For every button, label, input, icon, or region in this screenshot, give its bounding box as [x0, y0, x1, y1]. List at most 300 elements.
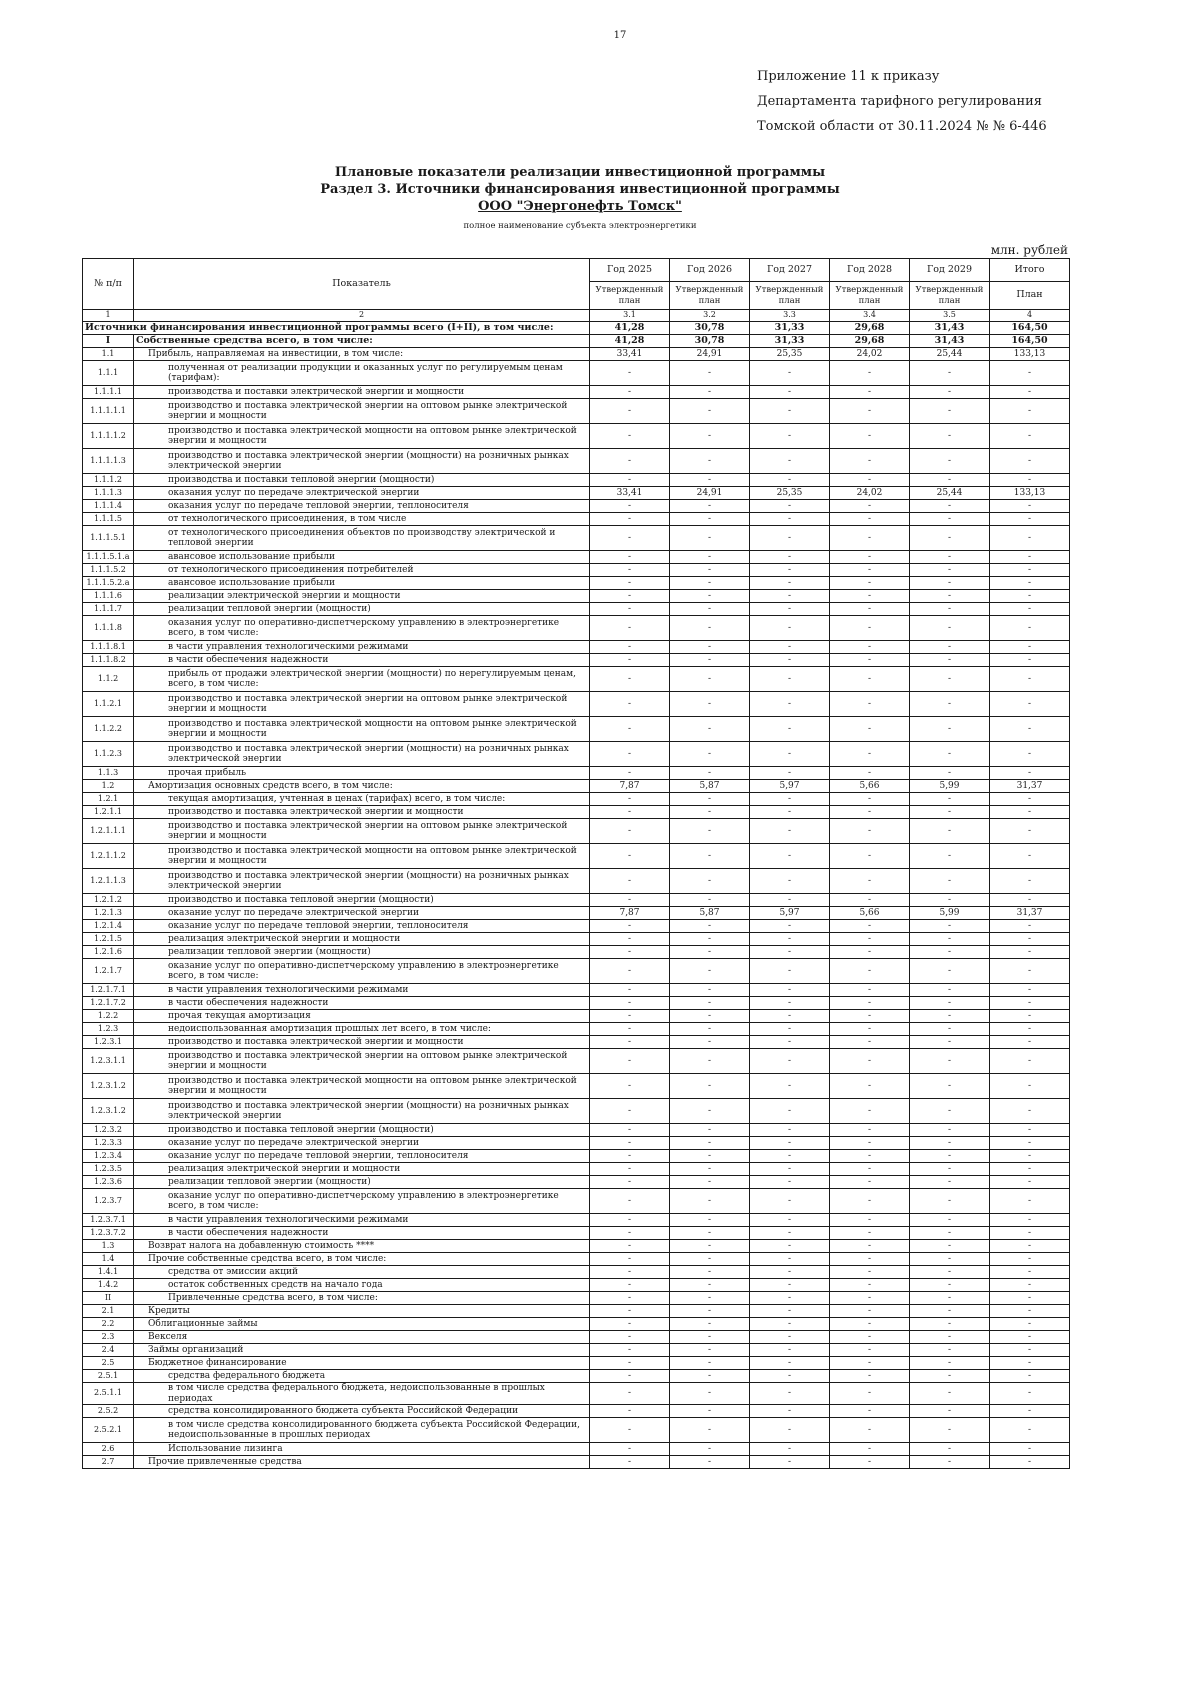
row-value-total: -: [990, 1240, 1070, 1253]
row-value-2027: -: [750, 1049, 830, 1074]
row-value-2028: -: [830, 1331, 910, 1344]
row-value-2028: -: [830, 1010, 910, 1023]
row-value-2029: -: [910, 1049, 990, 1074]
row-value-2025: -: [590, 1370, 670, 1383]
row-value-2025: -: [590, 551, 670, 564]
row-value-2029: -: [910, 1074, 990, 1099]
row-value-2027: -: [750, 399, 830, 424]
row-value-2029: -: [910, 386, 990, 399]
row-value-total: -: [990, 1163, 1070, 1176]
row-value-2028: -: [830, 806, 910, 819]
row-value-2029: 5,99: [910, 780, 990, 793]
row-number: 1.1.1.2: [83, 474, 134, 487]
row-indicator: реализация электрической энергии и мощности: [134, 933, 590, 946]
row-value-2026: -: [670, 1049, 750, 1074]
table-row: [83, 424, 1070, 449]
row-value-2028: -: [830, 819, 910, 844]
row-indicator: текущая амортизация, учтенная в ценах (тарифах) всего, в том числе:: [134, 793, 590, 806]
row-number: 2.2: [83, 1318, 134, 1331]
table-row: [83, 564, 1070, 577]
row-value-total: -: [990, 742, 1070, 767]
row-value-2025: -: [590, 1443, 670, 1456]
row-value-2028: -: [830, 399, 910, 424]
row-value-2029: -: [910, 894, 990, 907]
row-indicator: прочая прибыль: [134, 767, 590, 780]
row-value-2029: -: [910, 1279, 990, 1292]
row-number: 1.2.3.3: [83, 1137, 134, 1150]
row-number: 1.1.1.8.2: [83, 654, 134, 667]
row-number: 2.5.1: [83, 1370, 134, 1383]
table-row: [83, 959, 1070, 984]
row-value-total: -: [990, 1318, 1070, 1331]
row-value-2026: -: [670, 1150, 750, 1163]
table-row: [83, 742, 1070, 767]
row-indicator: реализации электрической энергии и мощности: [134, 590, 590, 603]
units-label: млн. рублей: [990, 243, 1068, 257]
row-value-total: -: [990, 1176, 1070, 1189]
row-value-total: -: [990, 474, 1070, 487]
row-value-2026: -: [670, 1010, 750, 1023]
row-number: 1.1.1.1: [83, 386, 134, 399]
row-value-2025: -: [590, 603, 670, 616]
row-value-total: -: [990, 603, 1070, 616]
table-row: [83, 717, 1070, 742]
row-number: 1.1.1.5.1: [83, 526, 134, 551]
table-row: [83, 1279, 1070, 1292]
row-value-2028: -: [830, 386, 910, 399]
row-value-2028: -: [830, 1163, 910, 1176]
row-number: 1.2.3.1: [83, 1036, 134, 1049]
row-value-2025: -: [590, 806, 670, 819]
row-number: I: [83, 335, 134, 348]
row-value-2027: -: [750, 513, 830, 526]
table-row: [83, 399, 1070, 424]
row-indicator: производства и поставки электрической энергии и мощности: [134, 386, 590, 399]
summary-label: Источники финансирования инвестиционной программы всего (I+II), в том числе:: [83, 322, 590, 335]
row-value-2026: -: [670, 1405, 750, 1418]
header-number: № п/п: [83, 259, 134, 310]
table-row: [83, 1383, 1070, 1405]
row-value-2027: 25,35: [750, 487, 830, 500]
row-value-2027: -: [750, 1443, 830, 1456]
row-value-2025: -: [590, 1214, 670, 1227]
column-index: 2: [134, 310, 590, 322]
row-value-2025: -: [590, 1074, 670, 1099]
row-value-2027: -: [750, 1405, 830, 1418]
row-value-2028: -: [830, 424, 910, 449]
row-value-2026: -: [670, 590, 750, 603]
row-value-2025: -: [590, 894, 670, 907]
row-number: 1.1.1.3: [83, 487, 134, 500]
row-value-2027: -: [750, 386, 830, 399]
row-value-2029: -: [910, 1189, 990, 1214]
row-indicator: средства федерального бюджета: [134, 1370, 590, 1383]
row-number: 1.2.3.6: [83, 1176, 134, 1189]
column-index: 3.3: [750, 310, 830, 322]
table-row: [83, 946, 1070, 959]
row-number: 2.3: [83, 1331, 134, 1344]
row-indicator: от технологического присоединения объектов по производству электрической и тепловой энергии: [134, 526, 590, 551]
row-number: 1.2.1.2: [83, 894, 134, 907]
table-row: [83, 590, 1070, 603]
row-value-2028: -: [830, 844, 910, 869]
row-value-2029: -: [910, 1163, 990, 1176]
row-value-2025: -: [590, 869, 670, 894]
row-value-2028: -: [830, 920, 910, 933]
row-value-2027: -: [750, 793, 830, 806]
row-value-total: -: [990, 1010, 1070, 1023]
row-value-2027: -: [750, 946, 830, 959]
row-value-total: -: [990, 1405, 1070, 1418]
row-number: 1.1.1.6: [83, 590, 134, 603]
row-number: 1.2.1.7.1: [83, 984, 134, 997]
row-value-2028: -: [830, 654, 910, 667]
row-indicator: Кредиты: [134, 1305, 590, 1318]
row-value-2026: -: [670, 513, 750, 526]
header-indicator: Показатель: [134, 259, 590, 310]
row-value-2026: -: [670, 844, 750, 869]
row-value-2027: -: [750, 590, 830, 603]
row-value-2029: -: [910, 1227, 990, 1240]
row-number: 1.2.1: [83, 793, 134, 806]
row-value-2025: 33,41: [590, 487, 670, 500]
row-value-2025: -: [590, 1227, 670, 1240]
header-year-2025: Год 2025: [590, 259, 670, 282]
row-indicator: от технологического присоединения потребителей: [134, 564, 590, 577]
row-value-total: -: [990, 1418, 1070, 1443]
row-value-2028: -: [830, 564, 910, 577]
row-indicator: в части обеспечения надежности: [134, 1227, 590, 1240]
row-value-2027: -: [750, 1010, 830, 1023]
row-number: 1.2.3.7.2: [83, 1227, 134, 1240]
row-indicator: оказание услуг по передаче электрической энергии: [134, 907, 590, 920]
row-number: 1.2.1.6: [83, 946, 134, 959]
row-value-2028: -: [830, 1253, 910, 1266]
row-value-2029: -: [910, 1418, 990, 1443]
table-row: [83, 667, 1070, 692]
row-value-2027: -: [750, 449, 830, 474]
row-value-2026: -: [670, 819, 750, 844]
subject-caption: полное наименование субъекта электроэнергетики: [463, 221, 697, 231]
row-value-2025: -: [590, 361, 670, 386]
row-value-2025: -: [590, 526, 670, 551]
row-value-2025: -: [590, 1163, 670, 1176]
row-value-2026: -: [670, 616, 750, 641]
row-indicator: оказание услуг по передаче тепловой энергии, теплоносителя: [134, 920, 590, 933]
row-number: 1.2.1.1.2: [83, 844, 134, 869]
row-value-2028: -: [830, 1227, 910, 1240]
row-number: 1.4.2: [83, 1279, 134, 1292]
row-number: 1.2.1.1: [83, 806, 134, 819]
table-row: [83, 793, 1070, 806]
row-indicator: Возврат налога на добавленную стоимость ****: [134, 1240, 590, 1253]
row-value-2029: -: [910, 1010, 990, 1023]
summary-value-2029: 31,43: [910, 322, 990, 335]
row-number: 1.2.1.7: [83, 959, 134, 984]
row-number: 1.1: [83, 348, 134, 361]
row-value-2026: -: [670, 424, 750, 449]
row-indicator: производство и поставка электрической мощности на оптовом рынке электрической энергии и мощности: [134, 1074, 590, 1099]
row-value-total: -: [990, 1292, 1070, 1305]
row-indicator: в части управления технологическими режимами: [134, 1214, 590, 1227]
row-indicator: в том числе средства консолидированного бюджета субъекта Российской Федерации, недоиспользованные в прошлых периодах: [134, 1418, 590, 1443]
row-value-2027: -: [750, 1418, 830, 1443]
row-value-2025: -: [590, 1253, 670, 1266]
row-value-2028: 5,66: [830, 907, 910, 920]
row-value-2027: 31,33: [750, 335, 830, 348]
row-value-total: 31,37: [990, 780, 1070, 793]
row-number: 1.1.3: [83, 767, 134, 780]
row-value-2027: -: [750, 474, 830, 487]
table-row: [83, 1099, 1070, 1124]
row-value-2028: -: [830, 1279, 910, 1292]
table-row: [83, 616, 1070, 641]
table-row: [83, 474, 1070, 487]
row-value-2027: -: [750, 1357, 830, 1370]
row-value-2027: -: [750, 959, 830, 984]
column-index: 4: [990, 310, 1070, 322]
row-number: 1.2.2: [83, 1010, 134, 1023]
row-value-2028: -: [830, 1099, 910, 1124]
row-value-2029: -: [910, 1099, 990, 1124]
row-value-2029: -: [910, 1266, 990, 1279]
row-value-2027: -: [750, 1292, 830, 1305]
row-value-2029: -: [910, 1150, 990, 1163]
column-index: 3.5: [910, 310, 990, 322]
row-value-2027: -: [750, 844, 830, 869]
table-row: [83, 513, 1070, 526]
row-indicator: оказание услуг по передаче электрической энергии: [134, 1137, 590, 1150]
row-number: 1.1.1.5: [83, 513, 134, 526]
row-value-2029: -: [910, 1253, 990, 1266]
row-value-2025: -: [590, 742, 670, 767]
row-number: 2.5.2.1: [83, 1418, 134, 1443]
row-value-2026: -: [670, 1137, 750, 1150]
summary-value-2026: 30,78: [670, 322, 750, 335]
row-value-2025: -: [590, 933, 670, 946]
row-value-2025: -: [590, 819, 670, 844]
row-number: 1.2.3.4: [83, 1150, 134, 1163]
row-indicator: производство и поставка электрической энергии и мощности: [134, 1036, 590, 1049]
row-value-2025: -: [590, 1049, 670, 1074]
row-value-total: -: [990, 1370, 1070, 1383]
row-value-total: -: [990, 933, 1070, 946]
column-index: 3.1: [590, 310, 670, 322]
row-value-2027: -: [750, 1137, 830, 1150]
row-value-2026: -: [670, 474, 750, 487]
row-value-2028: -: [830, 1292, 910, 1305]
header-year-2027: Год 2027: [750, 259, 830, 282]
row-value-2029: -: [910, 742, 990, 767]
row-value-2029: -: [910, 997, 990, 1010]
row-value-2029: -: [910, 1137, 990, 1150]
row-value-2025: -: [590, 1023, 670, 1036]
row-value-total: -: [990, 997, 1070, 1010]
row-value-2025: -: [590, 1344, 670, 1357]
row-number: 1.2.1.3: [83, 907, 134, 920]
row-indicator: Займы организаций: [134, 1344, 590, 1357]
row-indicator: производство и поставка электрической энергии (мощности) на розничных рынках электрической энергии: [134, 1099, 590, 1124]
row-value-2026: -: [670, 603, 750, 616]
row-value-2025: -: [590, 997, 670, 1010]
row-value-2027: -: [750, 1163, 830, 1176]
row-value-2025: -: [590, 1266, 670, 1279]
column-index: 3.4: [830, 310, 910, 322]
row-value-2027: -: [750, 692, 830, 717]
row-value-2025: -: [590, 1189, 670, 1214]
row-value-2029: -: [910, 1357, 990, 1370]
row-value-2027: -: [750, 920, 830, 933]
row-value-2029: -: [910, 933, 990, 946]
row-value-2026: -: [670, 933, 750, 946]
table-row: [83, 1305, 1070, 1318]
row-value-2025: -: [590, 920, 670, 933]
row-value-2025: -: [590, 717, 670, 742]
row-value-2029: -: [910, 1405, 990, 1418]
row-value-total: -: [990, 551, 1070, 564]
row-value-2026: -: [670, 1456, 750, 1469]
row-value-2029: 31,43: [910, 335, 990, 348]
table-row: [83, 844, 1070, 869]
row-value-total: -: [990, 1227, 1070, 1240]
row-value-2026: -: [670, 1124, 750, 1137]
row-value-2026: -: [670, 1305, 750, 1318]
row-value-2027: -: [750, 1305, 830, 1318]
row-value-total: -: [990, 1253, 1070, 1266]
row-value-2028: -: [830, 361, 910, 386]
row-value-total: 133,13: [990, 487, 1070, 500]
table-row: [83, 1456, 1070, 1469]
row-value-2027: -: [750, 869, 830, 894]
row-value-2027: -: [750, 1189, 830, 1214]
row-value-2028: -: [830, 1176, 910, 1189]
row-value-total: -: [990, 717, 1070, 742]
row-value-total: -: [990, 654, 1070, 667]
row-value-2026: -: [670, 1189, 750, 1214]
financing-sources-table: [82, 258, 1070, 1469]
row-value-2026: -: [670, 767, 750, 780]
row-value-2026: -: [670, 526, 750, 551]
row-number: 1.1.1.1.2: [83, 424, 134, 449]
row-value-total: -: [990, 1023, 1070, 1036]
row-indicator: производство и поставка электрической энергии (мощности) на розничных рынках электрической энергии: [134, 449, 590, 474]
row-value-2028: -: [830, 1049, 910, 1074]
row-value-total: -: [990, 767, 1070, 780]
row-value-2025: -: [590, 1010, 670, 1023]
row-value-2027: -: [750, 1456, 830, 1469]
header-plan-2029: Утвержденный план: [910, 282, 990, 310]
table-row: [83, 1253, 1070, 1266]
row-value-2027: -: [750, 603, 830, 616]
row-indicator: прочая текущая амортизация: [134, 1010, 590, 1023]
row-indicator: производство и поставка электрической мощности на оптовом рынке электрической энергии и мощности: [134, 424, 590, 449]
row-value-2026: 30,78: [670, 335, 750, 348]
row-value-2025: -: [590, 424, 670, 449]
row-number: 1.2.1.4: [83, 920, 134, 933]
row-value-2028: 24,02: [830, 487, 910, 500]
row-value-2028: -: [830, 1383, 910, 1405]
row-indicator: от технологического присоединения, в том числе: [134, 513, 590, 526]
row-number: 1.1.1.5.1.a: [83, 551, 134, 564]
row-indicator: производства и поставки тепловой энергии (мощности): [134, 474, 590, 487]
summary-value-2027: 31,33: [750, 322, 830, 335]
row-value-2025: -: [590, 386, 670, 399]
row-value-2028: -: [830, 933, 910, 946]
row-value-total: -: [990, 1189, 1070, 1214]
row-indicator: Векселя: [134, 1331, 590, 1344]
appendix-note: [757, 64, 1047, 139]
row-value-2028: -: [830, 894, 910, 907]
row-value-2029: -: [910, 513, 990, 526]
row-indicator: Прочие собственные средства всего, в том числе:: [134, 1253, 590, 1266]
row-value-2026: -: [670, 1383, 750, 1405]
row-indicator: производство и поставка электрической энергии на оптовом рынке электрической энергии и мощности: [134, 692, 590, 717]
row-value-2028: -: [830, 1305, 910, 1318]
row-value-total: -: [990, 1344, 1070, 1357]
row-value-2026: -: [670, 1023, 750, 1036]
table-row: [83, 526, 1070, 551]
row-value-2028: -: [830, 449, 910, 474]
row-indicator: в том числе средства федерального бюджета, недоиспользованные в прошлых периодах: [134, 1383, 590, 1405]
table-row: [83, 1227, 1070, 1240]
summary-value-2025: 41,28: [590, 322, 670, 335]
table-row: [83, 1357, 1070, 1370]
row-value-2028: -: [830, 767, 910, 780]
row-value-2028: -: [830, 997, 910, 1010]
table-row: [83, 1240, 1070, 1253]
row-value-2027: -: [750, 667, 830, 692]
row-value-2025: -: [590, 449, 670, 474]
table-row: [83, 1137, 1070, 1150]
row-value-2028: -: [830, 793, 910, 806]
row-value-total: -: [990, 869, 1070, 894]
summary-value-total: 164,50: [990, 322, 1070, 335]
row-value-2028: -: [830, 1357, 910, 1370]
row-value-total: -: [990, 1331, 1070, 1344]
row-value-2029: -: [910, 1240, 990, 1253]
row-value-2026: -: [670, 1074, 750, 1099]
row-number: 2.7: [83, 1456, 134, 1469]
table-row: [83, 907, 1070, 920]
row-value-total: -: [990, 1150, 1070, 1163]
row-value-2025: -: [590, 564, 670, 577]
row-value-total: -: [990, 616, 1070, 641]
row-value-total: -: [990, 590, 1070, 603]
row-value-2027: -: [750, 1331, 830, 1344]
row-indicator: оказания услуг по передаче электрической энергии: [134, 487, 590, 500]
row-value-total: -: [990, 1124, 1070, 1137]
row-value-2027: -: [750, 526, 830, 551]
row-value-2025: -: [590, 1099, 670, 1124]
row-number: 1.4.1: [83, 1266, 134, 1279]
row-value-2025: -: [590, 1318, 670, 1331]
row-value-2028: -: [830, 667, 910, 692]
table-row: [83, 780, 1070, 793]
row-number: 1.2.3.1.2: [83, 1074, 134, 1099]
row-value-2029: -: [910, 1305, 990, 1318]
row-value-2029: -: [910, 1292, 990, 1305]
row-value-total: -: [990, 513, 1070, 526]
row-number: 1.1.1.5.2: [83, 564, 134, 577]
row-value-2026: -: [670, 1279, 750, 1292]
row-value-2026: -: [670, 984, 750, 997]
row-value-2025: -: [590, 1305, 670, 1318]
row-number: 1.1.1.1.1: [83, 399, 134, 424]
row-value-2027: 5,97: [750, 907, 830, 920]
table-row: [83, 449, 1070, 474]
row-value-total: -: [990, 984, 1070, 997]
row-indicator: реализации тепловой энергии (мощности): [134, 603, 590, 616]
